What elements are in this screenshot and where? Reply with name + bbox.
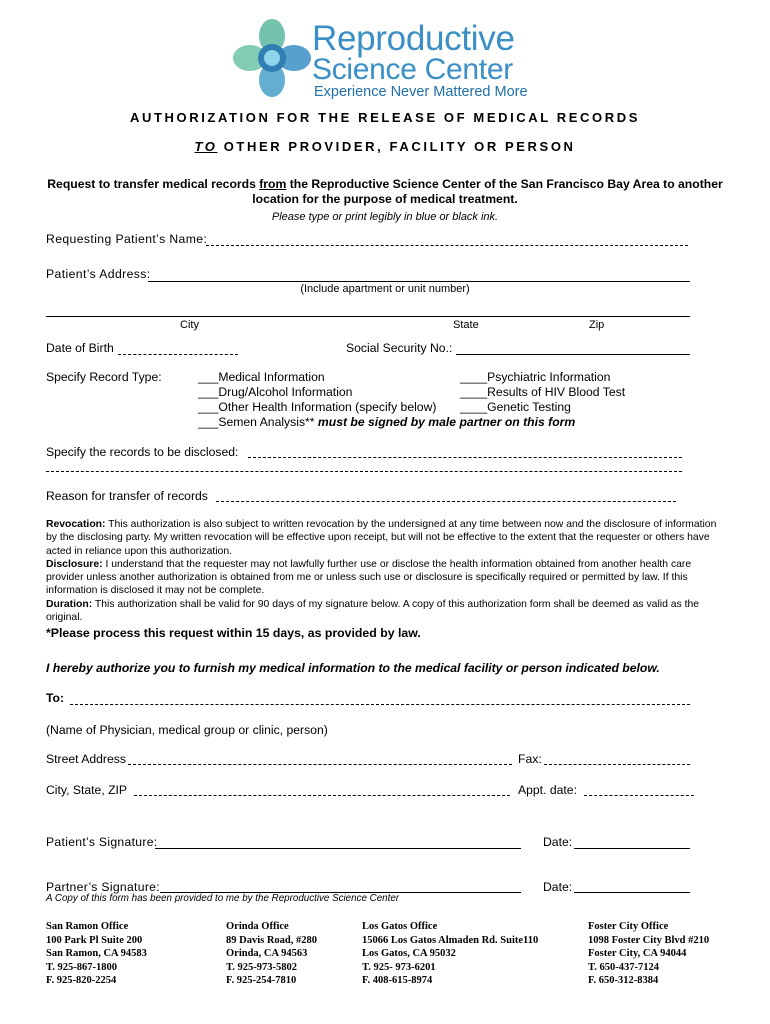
legal-text (46, 518, 726, 624)
ssn-label: Social Security No.: (346, 341, 453, 355)
record-medical-checkbox[interactable]: ___Medical Information (198, 370, 325, 384)
to-label: To: (46, 691, 65, 705)
disclosed-field[interactable] (248, 457, 682, 458)
office-fax: F. 925-820-2254 (46, 975, 117, 987)
intro-from: from (259, 177, 287, 191)
zip-caption: Zip (589, 319, 605, 331)
intro-part2: the Reproductive Science Center of the San Francisco Bay Area to another location for the purpose of medical treatment. (252, 177, 723, 206)
office-name: San Ramon Office (46, 921, 129, 932)
address-label: Patient’s Address: (46, 267, 151, 281)
office-orinda (226, 920, 317, 988)
office-phone: T. 925-867-1800 (46, 961, 117, 973)
address-note: (Include apartment or unit number) (300, 283, 470, 295)
city-state-zip-field[interactable] (46, 316, 690, 317)
reason-label: Reason for transfer of records (46, 489, 208, 503)
office-san-ramon (46, 920, 147, 988)
office-address: 1098 Foster City Blvd #210 (588, 934, 710, 946)
recipient-city-field[interactable] (134, 795, 510, 796)
street-field[interactable] (128, 764, 512, 765)
office-name: Orinda Office (226, 921, 289, 932)
patient-date-field[interactable] (574, 848, 690, 849)
office-phone: T. 925- 973-6201 (362, 961, 436, 973)
office-phone: T. 925-973-5802 (226, 961, 297, 973)
record-drug-checkbox[interactable]: ___Drug/Alcohol Information (198, 385, 353, 399)
ink-instruction: Please type or print legibly in blue or black ink. (271, 211, 499, 223)
office-los-gatos (362, 920, 538, 988)
form-subtitle (0, 139, 770, 154)
record-type-label: Specify Record Type: (46, 370, 162, 384)
authorize-statement: I hereby authorize you to furnish my medical information to the medical facility or person indicated below. (46, 661, 660, 675)
intro-text (40, 177, 730, 207)
dob-label: Date of Birth (46, 341, 114, 355)
record-semen-checkbox[interactable] (198, 415, 575, 429)
patient-signature-label: Patient’s Signature: (46, 835, 158, 849)
process-note: *Please process this request within 15 days, as provided by law. (46, 626, 421, 640)
disclosure-label: Disclosure: (46, 558, 103, 570)
disclosure-text: I understand that the requester may not lawfully further use or disclose the health information obtained from another health care provider unless another authorization is obtained from me or unless such use or disclosure is specifically required or permitted by law. If this information is disclosed it may not be complete. (46, 558, 692, 597)
city-caption: City (180, 319, 199, 331)
partner-date-label: Date: (543, 880, 573, 894)
form-subtitle-to: TO (194, 139, 218, 154)
city-state-zip-label: City, State, ZIP (46, 783, 128, 797)
form-subtitle-rest: OTHER PROVIDER, FACILITY OR PERSON (223, 139, 576, 154)
revocation-text: This authorization is also subject to written revocation by the undersigned at any time between now and the disclosure of information by the disclosing party. My written revocation will be effective upon receipt, but will not be effective to the extent that the requester or others have acted in reliance upon this authorization. (46, 519, 717, 557)
reason-field[interactable] (216, 501, 676, 502)
office-city: Foster City, CA 94044 (588, 948, 687, 960)
patient-name-label: Requesting Patient’s Name: (46, 232, 208, 246)
form-title: AUTHORIZATION FOR THE RELEASE OF MEDICAL RECORDS (130, 110, 640, 125)
appt-label: Appt. date: (518, 783, 577, 797)
office-phone: T. 650-437-7124 (588, 961, 659, 973)
logo-text-reproductive: Reproductive (312, 19, 515, 58)
office-city: San Ramon, CA 94583 (46, 948, 147, 960)
fax-field[interactable] (544, 764, 690, 765)
patient-date-label: Date: (543, 835, 573, 849)
office-fax: F. 408-615-8974 (362, 975, 433, 987)
semen-note: must be signed by male partner on this form (314, 415, 576, 429)
partner-date-field[interactable] (574, 892, 690, 893)
partner-signature-label: Partner’s Signature: (46, 880, 160, 894)
record-hiv-checkbox[interactable]: ____Results of HIV Blood Test (460, 385, 626, 399)
state-caption: State (453, 319, 479, 331)
duration-label: Duration: (46, 598, 93, 610)
patient-name-field[interactable] (206, 245, 688, 246)
semen-label: ___Semen Analysis** (198, 415, 315, 429)
record-psychiatric-checkbox[interactable]: ____Psychiatric Information (460, 370, 611, 384)
appt-field[interactable] (584, 795, 694, 796)
office-address: 100 Park Pl Suite 200 (46, 934, 143, 946)
office-city: Los Gatos, CA 95032 (362, 948, 456, 960)
intro-part1: Request to transfer medical records (47, 177, 260, 191)
fax-label: Fax: (518, 752, 542, 766)
disclosed-field-line2[interactable] (46, 471, 682, 472)
office-city: Orinda, CA 94563 (226, 948, 308, 960)
duration-text: This authorization shall be valid for 90 days of my signature below. A copy of this authorization form shall be deemed as valid as the original. (46, 598, 700, 624)
revocation-label: Revocation: (46, 519, 106, 530)
logo-tagline: Experience Never Mattered More (314, 84, 528, 100)
patient-signature-field[interactable] (155, 848, 521, 849)
office-fax: F. 925-254-7810 (226, 975, 297, 987)
record-genetic-checkbox[interactable]: ____Genetic Testing (460, 400, 571, 414)
recipient-name-note: (Name of Physician, medical group or clinic, person) (46, 723, 328, 737)
dob-field[interactable] (118, 354, 238, 355)
office-foster-city (588, 920, 709, 988)
office-address: 89 Davis Road, #280 (226, 934, 318, 946)
copy-note: A Copy of this form has been provided to me by the Reproductive Science Center (46, 893, 400, 904)
to-field[interactable] (70, 704, 690, 705)
disclosed-label: Specify the records to be disclosed: (46, 445, 239, 459)
street-label: Street Address (46, 752, 126, 766)
logo-text-science-center: Science Center (312, 53, 513, 86)
ssn-field[interactable] (456, 354, 690, 355)
record-other-checkbox[interactable]: ___Other Health Information (specify below) (198, 400, 437, 414)
office-fax: F. 650-312-8384 (588, 975, 659, 987)
address-field[interactable] (148, 281, 690, 282)
office-name: Los Gatos Office (362, 921, 438, 932)
flower-logo-icon (232, 14, 312, 102)
office-address: 15066 Los Gatos Almaden Rd. Suite110 (362, 934, 539, 946)
office-name: Foster City Office (588, 921, 669, 932)
